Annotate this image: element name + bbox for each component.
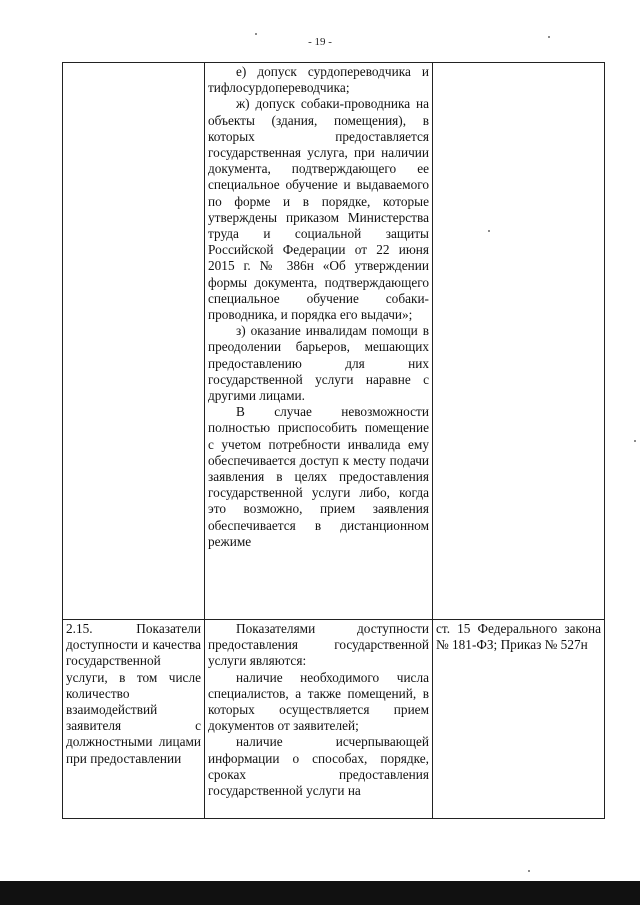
scan-speck (488, 230, 490, 232)
row1-legal-basis-cell (433, 63, 605, 620)
row1-parameter-cell (63, 63, 205, 620)
paragraph: Показателями доступности предоставления государственной услуги являются: (208, 621, 429, 669)
page-number: - 19 - (308, 36, 332, 48)
paragraph: В случае невозможности полностью приспособить помещение с учетом потребности инвалида ему обеспечивается доступ к месту подачи заявления в целях предоставления государственной услуги либо, когда это возможно, прием заявления обеспечивается в дистанционном режиме (208, 404, 429, 549)
paragraph: наличие необходимого числа специалистов, а также помещений, в которых осуществляется прием документов от заявителей; (208, 669, 429, 734)
table-row (63, 620, 605, 819)
row2-parameter-cell: 2.15. Показатели доступности и качества государственной услуги, в том числе количество взаимодействий заявителя с должностными лицами при предоставлении (63, 620, 205, 819)
paragraph: е) допуск сурдопереводчика и тифлосурдопереводчика; (208, 64, 429, 96)
table-row (63, 63, 605, 620)
scan-bottom-edge (0, 881, 640, 905)
row1-content-cell (205, 63, 433, 620)
row2-legal-basis-cell: ст. 15 Федерального закона № 181-ФЗ; Приказ № 527н (433, 620, 605, 819)
row2-content-cell (205, 620, 433, 819)
paragraph: наличие исчерпывающей информации о способах, порядке, сроках предоставления государственной услуги на (208, 734, 429, 799)
regulation-table (62, 62, 605, 819)
paragraph: ж) допуск собаки-проводника на объекты (здания, помещения), в которых предоставляется государственная услуга, при наличии документа, подтверждающего ее специальное обучение и выдаваемого по форме и в порядке, которые утверждены приказом Министерства труда и социальной защиты Российской Федерации от 22 июня 2015 г. № 386н «Об утверждении формы документа, подтверждающего специальное обучение собаки-проводника, и порядка его выдачи»; (208, 96, 429, 323)
scan-speck (255, 33, 257, 35)
paragraph: з) оказание инвалидам помощи в преодолении барьеров, мешающих предоставлению для них государственной услуги наравне с другими лицами. (208, 323, 429, 404)
scan-speck (634, 440, 636, 442)
scan-speck (528, 870, 530, 872)
scan-speck (548, 36, 550, 38)
